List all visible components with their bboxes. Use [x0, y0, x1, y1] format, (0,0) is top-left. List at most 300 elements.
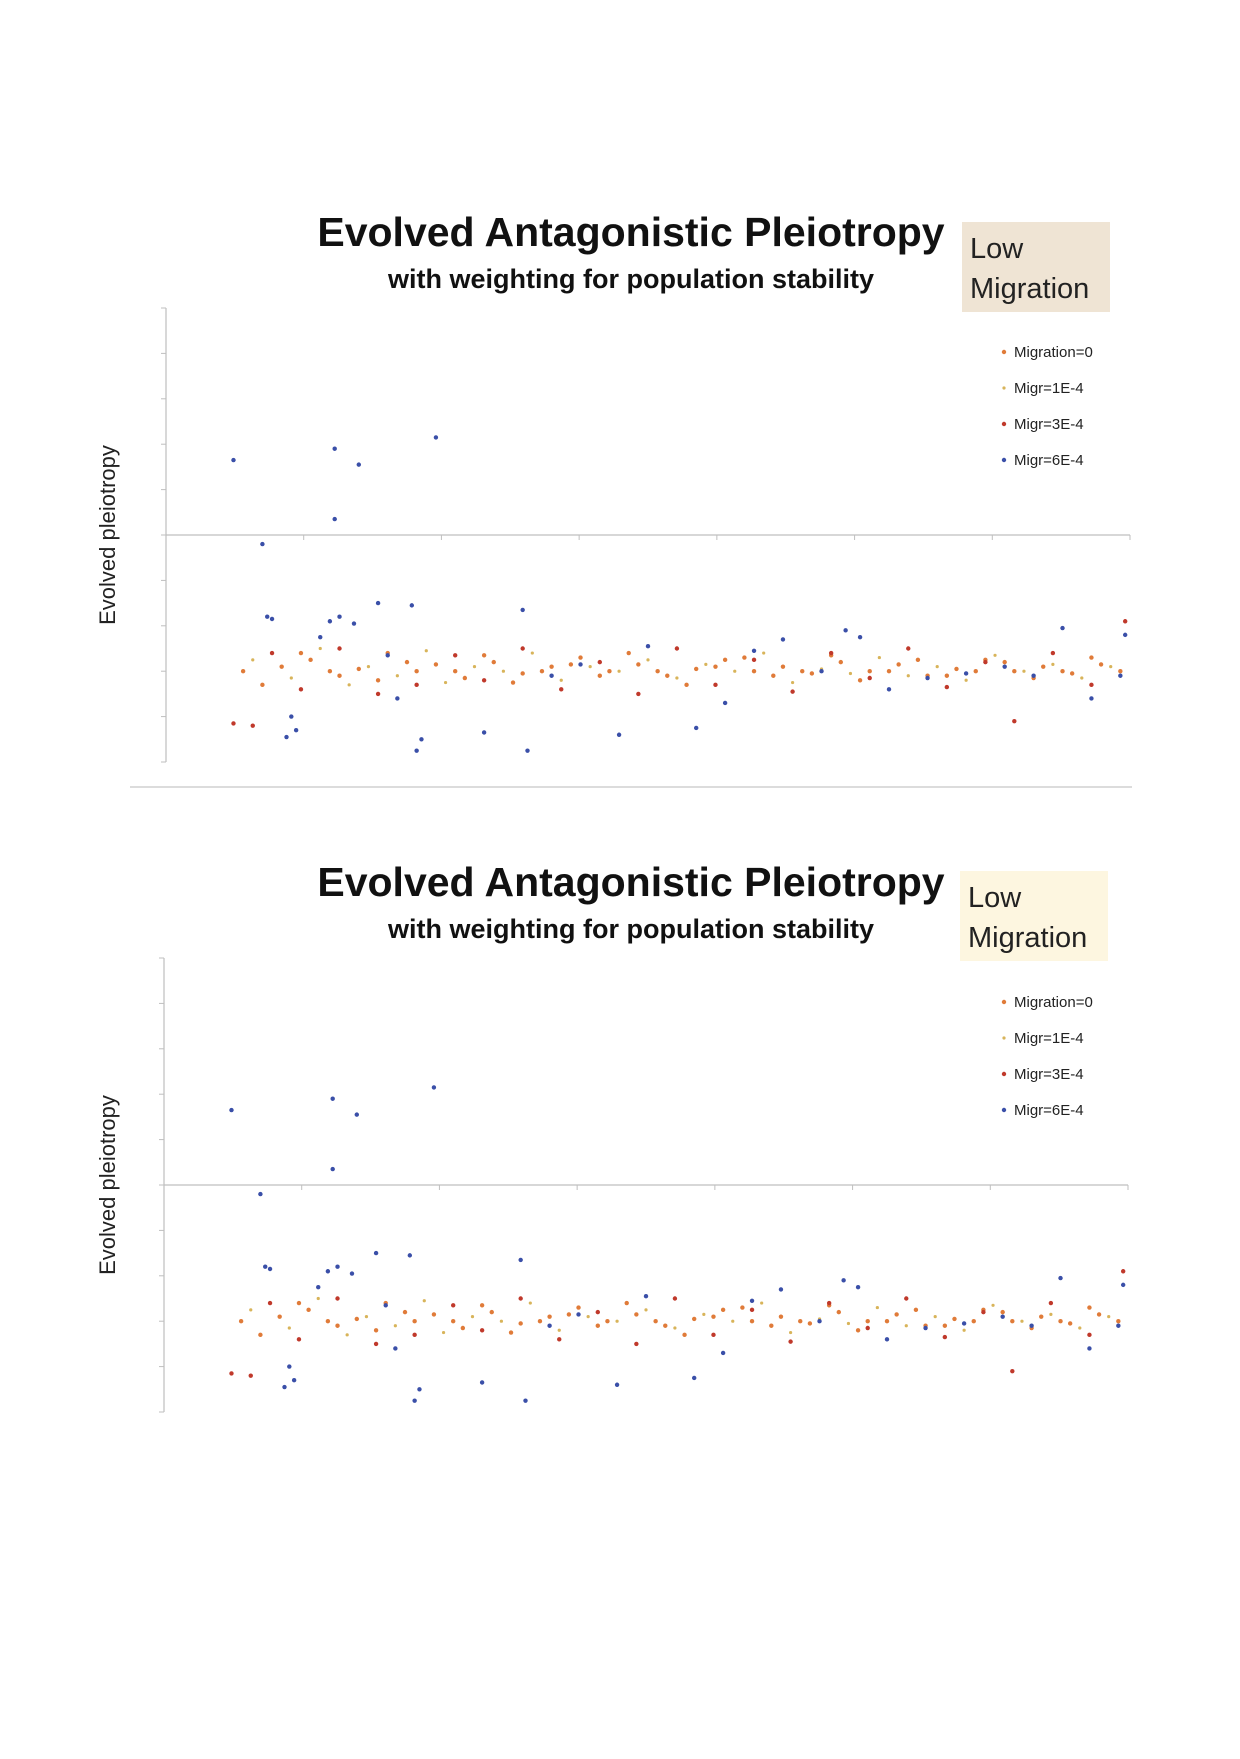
data-point	[752, 669, 756, 673]
data-point	[384, 1303, 388, 1307]
data-point	[249, 1373, 253, 1377]
data-point	[771, 674, 775, 678]
series-2	[251, 647, 1112, 687]
data-point	[752, 649, 756, 653]
data-point	[335, 1265, 339, 1269]
data-point	[1020, 1320, 1023, 1323]
data-point	[1012, 719, 1016, 723]
data-point	[779, 1287, 783, 1291]
data-point	[615, 1383, 619, 1387]
data-point	[453, 653, 457, 657]
data-point	[837, 1310, 841, 1314]
data-point	[790, 689, 794, 693]
legend-entry: Migr=1E-4	[1014, 380, 1084, 397]
data-point	[434, 435, 438, 439]
data-point	[260, 683, 264, 687]
data-point	[731, 1320, 734, 1323]
data-point	[868, 669, 872, 673]
data-point	[810, 671, 814, 675]
data-point	[760, 1301, 763, 1304]
data-point	[376, 692, 380, 696]
data-point	[432, 1085, 436, 1089]
data-point	[317, 1297, 320, 1300]
data-point	[518, 1258, 522, 1262]
data-point	[502, 670, 505, 673]
data-point	[277, 1314, 281, 1318]
data-point	[1107, 1315, 1110, 1318]
data-point	[306, 1308, 310, 1312]
data-point	[394, 1324, 397, 1327]
data-point	[856, 1285, 860, 1289]
data-point	[866, 1326, 870, 1330]
data-point	[1118, 669, 1122, 673]
data-point	[1049, 1313, 1052, 1316]
data-point	[509, 1330, 513, 1334]
data-point	[829, 651, 833, 655]
chart-subtitle: with weighting for population stability	[388, 264, 874, 294]
data-point	[713, 664, 717, 668]
y-axis-label: Evolved pleiotropy	[95, 445, 120, 625]
data-point	[713, 683, 717, 687]
data-point	[282, 1385, 286, 1389]
data-point	[1078, 1326, 1081, 1329]
data-point	[952, 1317, 956, 1321]
data-point	[560, 679, 563, 682]
data-point	[417, 1387, 421, 1391]
data-point	[393, 1346, 397, 1350]
data-point	[299, 687, 303, 691]
data-point	[538, 1319, 542, 1323]
data-point	[750, 1299, 754, 1303]
data-point	[733, 670, 736, 673]
data-point	[1058, 1276, 1062, 1280]
data-point	[395, 696, 399, 700]
data-point	[934, 1315, 937, 1318]
data-point	[294, 728, 298, 732]
data-point	[1049, 1301, 1053, 1305]
data-point	[480, 1380, 484, 1384]
data-point	[316, 1285, 320, 1289]
data-point	[598, 674, 602, 678]
data-point	[511, 680, 515, 684]
data-point	[617, 733, 621, 737]
data-point	[326, 1269, 330, 1273]
data-point	[558, 1329, 561, 1332]
data-point	[723, 658, 727, 662]
data-point	[954, 667, 958, 671]
legend-marker	[1002, 1108, 1006, 1112]
series-3	[231, 619, 1127, 728]
legend-entry: Migr=3E-4	[1014, 1066, 1084, 1083]
data-point	[480, 1303, 484, 1307]
data-point	[665, 674, 669, 678]
data-point	[500, 1320, 503, 1323]
chart-2	[95, 859, 1128, 1412]
data-point	[684, 683, 688, 687]
data-point	[529, 1301, 532, 1304]
data-point	[711, 1314, 715, 1318]
series-3	[229, 1269, 1125, 1378]
data-point	[1121, 1283, 1125, 1287]
data-point	[308, 658, 312, 662]
data-point	[750, 1308, 754, 1312]
data-point	[1121, 1269, 1125, 1273]
data-point	[348, 683, 351, 686]
data-point	[376, 678, 380, 682]
data-point	[634, 1312, 638, 1316]
data-point	[983, 660, 987, 664]
data-point	[1118, 674, 1122, 678]
data-point	[945, 674, 949, 678]
data-point	[451, 1319, 455, 1323]
data-point	[346, 1333, 349, 1336]
legend-marker	[1002, 458, 1006, 462]
data-point	[337, 646, 341, 650]
data-point	[547, 1314, 551, 1318]
data-point	[839, 660, 843, 664]
data-point	[1002, 664, 1006, 668]
data-point	[414, 683, 418, 687]
data-point	[945, 685, 949, 689]
data-point	[673, 1296, 677, 1300]
data-point	[1051, 651, 1055, 655]
migration-badge-line: Low	[968, 882, 1022, 914]
data-point	[432, 1312, 436, 1316]
data-point	[596, 1310, 600, 1314]
data-point	[518, 1296, 522, 1300]
data-point	[1010, 1369, 1014, 1373]
legend-entry: Migr=1E-4	[1014, 1030, 1084, 1047]
data-point	[923, 1326, 927, 1330]
data-point	[644, 1294, 648, 1298]
data-point	[461, 1326, 465, 1330]
data-point	[284, 735, 288, 739]
data-point	[480, 1328, 484, 1332]
data-point	[1097, 1312, 1101, 1316]
data-point	[692, 1376, 696, 1380]
data-point	[263, 1265, 267, 1269]
data-point	[1000, 1314, 1004, 1318]
data-point	[1039, 1314, 1043, 1318]
data-point	[335, 1324, 339, 1328]
data-point	[653, 1319, 657, 1323]
legend-entry: Migration=0	[1014, 344, 1093, 361]
data-point	[963, 1329, 966, 1332]
data-point	[482, 678, 486, 682]
data-point	[800, 669, 804, 673]
data-point	[769, 1324, 773, 1328]
data-point	[1123, 633, 1127, 637]
data-point	[1002, 660, 1006, 664]
data-point	[434, 662, 438, 666]
data-point	[523, 1398, 527, 1402]
data-point	[740, 1305, 744, 1309]
legend-marker	[1002, 1072, 1006, 1076]
data-point	[1116, 1319, 1120, 1323]
data-point	[858, 678, 862, 682]
data-point	[442, 1331, 445, 1334]
data-point	[841, 1278, 845, 1282]
data-point	[403, 1310, 407, 1314]
data-point	[265, 615, 269, 619]
data-point	[1060, 669, 1064, 673]
data-point	[549, 674, 553, 678]
data-point	[463, 676, 467, 680]
data-point	[885, 1319, 889, 1323]
data-point	[750, 1319, 754, 1323]
data-point	[251, 723, 255, 727]
data-point	[451, 1303, 455, 1307]
chart-1	[95, 209, 1130, 762]
data-point	[357, 667, 361, 671]
migration-badge-line: Migration	[968, 922, 1088, 954]
data-point	[425, 649, 428, 652]
data-point	[249, 1308, 252, 1311]
data-point	[673, 1326, 676, 1329]
data-point	[374, 1328, 378, 1332]
data-point	[589, 665, 592, 668]
data-point	[607, 669, 611, 673]
data-point	[894, 1312, 898, 1316]
series-4	[229, 1085, 1125, 1403]
data-point	[357, 462, 361, 466]
data-point	[231, 458, 235, 462]
data-point	[229, 1108, 233, 1112]
data-point	[374, 1251, 378, 1255]
data-point	[682, 1333, 686, 1337]
data-point	[675, 646, 679, 650]
data-point	[239, 1319, 243, 1323]
data-point	[993, 654, 996, 657]
data-point	[471, 1315, 474, 1318]
data-point	[663, 1324, 667, 1328]
data-point	[636, 662, 640, 666]
data-point	[1012, 669, 1016, 673]
data-point	[788, 1339, 792, 1343]
data-point	[962, 1321, 966, 1325]
data-point	[646, 658, 649, 661]
data-point	[906, 646, 910, 650]
data-point	[292, 1378, 296, 1382]
data-point	[1029, 1324, 1033, 1328]
data-point	[547, 1324, 551, 1328]
data-point	[331, 1167, 335, 1171]
data-point	[328, 669, 332, 673]
data-point	[723, 701, 727, 705]
data-point	[1087, 1305, 1091, 1309]
data-point	[331, 1097, 335, 1101]
data-point	[268, 1267, 272, 1271]
chart-title: Evolved Antagonistic Pleiotropy	[317, 859, 945, 905]
data-point	[1041, 664, 1045, 668]
data-point	[615, 1320, 618, 1323]
data-point	[333, 447, 337, 451]
data-point	[991, 1304, 994, 1307]
data-point	[423, 1299, 426, 1302]
legend-entry: Migr=6E-4	[1014, 1102, 1084, 1119]
data-point	[482, 653, 486, 657]
legend-marker	[1002, 1000, 1006, 1004]
data-point	[414, 748, 418, 752]
data-point	[981, 1310, 985, 1314]
data-point	[702, 1313, 705, 1316]
data-point	[1031, 674, 1035, 678]
data-point	[289, 714, 293, 718]
data-point	[1070, 671, 1074, 675]
data-point	[258, 1192, 262, 1196]
data-point	[365, 1315, 368, 1318]
data-point	[1060, 626, 1064, 630]
data-point	[520, 671, 524, 675]
data-point	[319, 647, 322, 650]
data-point	[789, 1331, 792, 1334]
data-point	[473, 665, 476, 668]
data-point	[405, 660, 409, 664]
data-point	[412, 1398, 416, 1402]
data-point	[1089, 696, 1093, 700]
data-point	[721, 1351, 725, 1355]
data-point	[598, 660, 602, 664]
data-point	[326, 1319, 330, 1323]
data-point	[675, 676, 678, 679]
data-point	[887, 687, 891, 691]
data-point	[943, 1335, 947, 1339]
data-point	[1010, 1319, 1014, 1323]
data-point	[576, 1305, 580, 1309]
data-point	[412, 1319, 416, 1323]
data-point	[762, 651, 765, 654]
data-point	[337, 674, 341, 678]
data-point	[1068, 1321, 1072, 1325]
data-point	[557, 1337, 561, 1341]
data-point	[896, 662, 900, 666]
data-point	[567, 1312, 571, 1316]
data-point	[858, 635, 862, 639]
data-point	[1109, 665, 1112, 668]
data-point	[885, 1337, 889, 1341]
data-point	[1116, 1324, 1120, 1328]
data-point	[779, 1314, 783, 1318]
data-point	[414, 669, 418, 673]
data-point	[518, 1321, 522, 1325]
data-point	[376, 601, 380, 605]
data-point	[876, 1306, 879, 1309]
data-point	[453, 669, 457, 673]
data-point	[625, 1301, 629, 1305]
data-point	[260, 542, 264, 546]
data-point	[808, 1321, 812, 1325]
data-point	[268, 1301, 272, 1305]
data-point	[817, 1319, 821, 1323]
data-point	[299, 651, 303, 655]
data-point	[646, 644, 650, 648]
data-point	[798, 1319, 802, 1323]
migration-badge-line: Migration	[970, 273, 1090, 305]
data-point	[525, 748, 529, 752]
data-point	[964, 671, 968, 675]
data-point	[520, 608, 524, 612]
data-point	[270, 617, 274, 621]
data-point	[596, 1324, 600, 1328]
data-point	[335, 1296, 339, 1300]
data-point	[412, 1333, 416, 1337]
data-point	[907, 674, 910, 677]
legend-marker	[1002, 350, 1006, 354]
series-1	[241, 651, 1123, 687]
data-point	[878, 656, 881, 659]
data-point	[410, 603, 414, 607]
data-point	[905, 1324, 908, 1327]
chart-subtitle: with weighting for population stability	[388, 914, 874, 944]
y-axis-label: Evolved pleiotropy	[95, 1095, 120, 1275]
data-point	[251, 658, 254, 661]
data-point	[781, 664, 785, 668]
data-point	[636, 692, 640, 696]
data-point	[694, 726, 698, 730]
data-point	[692, 1317, 696, 1321]
data-point	[1022, 670, 1025, 673]
legend-entry: Migr=6E-4	[1014, 452, 1084, 469]
data-point	[540, 669, 544, 673]
data-point	[974, 669, 978, 673]
data-point	[925, 676, 929, 680]
data-point	[231, 721, 235, 725]
data-point	[352, 621, 356, 625]
data-point	[287, 1364, 291, 1368]
data-point	[965, 679, 968, 682]
data-point	[408, 1253, 412, 1257]
data-point	[694, 667, 698, 671]
data-point	[297, 1337, 301, 1341]
series-1	[239, 1301, 1121, 1337]
data-point	[258, 1333, 262, 1337]
chart-title: Evolved Antagonistic Pleiotropy	[317, 209, 945, 255]
legend	[1002, 994, 1093, 1119]
data-point	[972, 1319, 976, 1323]
data-point	[605, 1319, 609, 1323]
data-point	[1089, 683, 1093, 687]
migration-badge-line: Low	[970, 233, 1024, 265]
data-point	[711, 1333, 715, 1337]
data-point	[856, 1328, 860, 1332]
data-point	[241, 669, 245, 673]
data-point	[943, 1324, 947, 1328]
data-point	[704, 663, 707, 666]
data-point	[576, 1312, 580, 1316]
data-point	[520, 646, 524, 650]
data-point	[270, 651, 274, 655]
data-point	[355, 1112, 359, 1116]
data-point	[229, 1371, 233, 1375]
data-point	[569, 662, 573, 666]
series-2	[249, 1297, 1110, 1337]
data-point	[559, 687, 563, 691]
data-point	[904, 1296, 908, 1300]
data-point	[333, 517, 337, 521]
data-point	[634, 1342, 638, 1346]
data-point	[367, 665, 370, 668]
data-point	[1089, 655, 1093, 659]
data-point	[1087, 1333, 1091, 1337]
data-point	[781, 637, 785, 641]
legend-entry: Migr=3E-4	[1014, 416, 1084, 433]
data-point	[617, 670, 620, 673]
data-point	[721, 1308, 725, 1312]
data-point	[1123, 619, 1127, 623]
data-point	[328, 619, 332, 623]
data-point	[819, 669, 823, 673]
data-point	[531, 651, 534, 654]
